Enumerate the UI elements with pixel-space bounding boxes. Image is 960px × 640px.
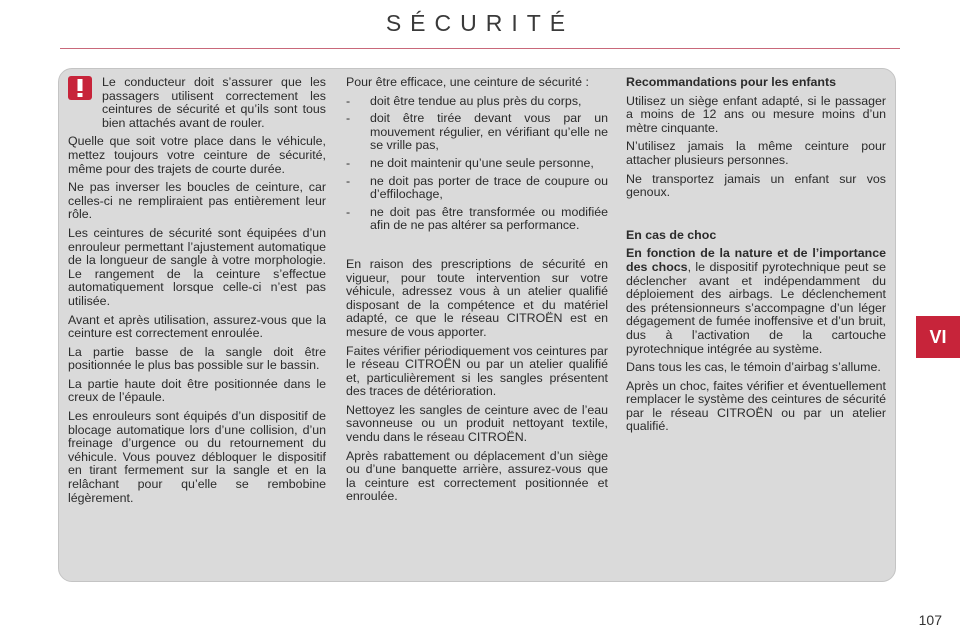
paragraph: Après un choc, faites vérifier et éventuellement remplacer le système des ceintures de sécurité par le réseau CITROËN ou par un atelier qualifié.: [626, 378, 886, 434]
paragraph: En raison des prescriptions de sécurité en vigueur, pour toute intervention sur votre véhicule, adressez vous à un atelier qualifié disposant de la compétence et du matériel adapté, ce que le réseau CITROËN est en mesure de vous apporter.: [346, 256, 608, 339]
warning-block: [68, 76, 326, 130]
paragraph: Quelle que soit votre place dans le véhicule, mettez toujours votre ceinture de sécurité, même pour des trajets de courte durée.: [68, 134, 326, 176]
paragraph: Avant et après utilisation, assurez-vous que la ceinture est correctement enroulée.: [68, 312, 326, 341]
crash-lead-text: , le dispositif pyrotechnique peut se déclencher avant et indépendamment du déploiement des airbags. Le déclenchement des prétensionneurs s’accompagne d’un léger dégagement de fumée inoffensive et d’un bruit, dus à l’activation de la cartouche pyrotechnique intégrée au système.: [626, 259, 886, 356]
list-item-text: ne doit maintenir qu’une seule personne,: [370, 155, 594, 170]
list-item: [346, 206, 608, 233]
paragraph: Ne transportez jamais un enfant sur vos genoux.: [626, 171, 886, 200]
page-title: SÉCURITÉ: [385, 10, 575, 36]
list-item: [346, 157, 608, 171]
list-marker: -: [346, 155, 351, 170]
column-1: [68, 76, 326, 510]
list-item: [346, 95, 608, 109]
paragraph: Les enrouleurs sont équipés d’un dispositif de blocage automatique lors d’une collision, d’un freinage d’urgence ou du retournement du véhicule. Vous pouvez débloquer le dispositif en tirant fermement sur la sangle et en la relâchant pour qu’elle se rembobine légèrement.: [68, 409, 326, 505]
warning-text: Le conducteur doit s’assurer que les passagers utilisent correctement les ceintures de sécurité et qu’ils sont tous bien attachés avant de rouler.: [102, 75, 326, 130]
column-2: [346, 76, 608, 509]
belt-requirements-list: [346, 95, 608, 233]
crash-lead-bold: En fonction de la nature et de l’importance des chocs: [626, 246, 886, 274]
column-3: [626, 76, 886, 439]
paragraph: Faites vérifier périodiquement vos ceintures par le réseau CITROËN ou par un atelier qualifié et, particulièrement si les sangles présentent des traces de détérioration.: [346, 343, 608, 399]
list-item-text: ne doit pas porter de trace de coupure ou d’effilochage,: [370, 173, 608, 202]
list-item-text: doit être tendue au plus près du corps,: [370, 93, 582, 108]
page-number: 107: [918, 612, 942, 628]
list-item-text: doit être tirée devant vous par un mouvement régulier, en vérifiant qu’elle ne se vrille pas,: [370, 111, 608, 153]
list-marker: -: [346, 204, 351, 219]
paragraph: Après rabattement ou déplacement d’un siège ou d’une banquette arrière, assurez-vous que la ceinture est correctement positionnée et enroulée.: [346, 448, 608, 504]
paragraph: Ne pas inverser les boucles de ceinture, car celles-ci ne rempliraient pas entièrement leur rôle.: [68, 180, 326, 222]
paragraph: Nettoyez les sangles de ceinture avec de l’eau savonneuse ou un produit nettoyant textile, vendu dans le réseau CITROËN.: [346, 402, 608, 445]
list-marker: -: [346, 111, 351, 126]
chapter-tab[interactable]: VI: [916, 316, 960, 358]
paragraph: N’utilisez jamais la même ceinture pour attacher plusieurs personnes.: [626, 139, 886, 167]
paragraph: [626, 247, 886, 356]
paragraph: La partie basse de la sangle doit être positionnée le plus bas possible sur le bassin.: [68, 344, 326, 373]
list-item: [346, 112, 608, 153]
warning-icon: [68, 76, 92, 100]
belt-intro: Pour être efficace, une ceinture de sécurité :: [346, 75, 589, 89]
children-heading: Recommandations pour les enfants: [626, 75, 836, 89]
list-item-text: ne doit pas être transformée ou modifiée afin de ne pas altérer sa performance.: [370, 204, 608, 233]
paragraph: Les ceintures de sécurité sont équipées d’un enrouleur permettant l’ajustement automatique de la longueur de sangle à votre morphologie. Le rangement de la ceinture s’effectue automatiquement lorsque celle-ci n’est pas utilisée.: [68, 225, 326, 308]
paragraph: Utilisez un siège enfant adapté, si le passager a moins de 12 ans ou mesure moins d’un mètre cinquante.: [626, 93, 886, 135]
list-item: [346, 175, 608, 202]
list-marker: -: [346, 173, 351, 188]
crash-heading: En cas de choc: [626, 227, 717, 242]
paragraph: Dans tous les cas, le témoin d’airbag s’allume.: [626, 360, 881, 375]
list-marker: -: [346, 93, 351, 108]
title-divider: [60, 48, 900, 49]
paragraph: La partie haute doit être positionnée dans le creux de l’épaule.: [68, 376, 326, 405]
